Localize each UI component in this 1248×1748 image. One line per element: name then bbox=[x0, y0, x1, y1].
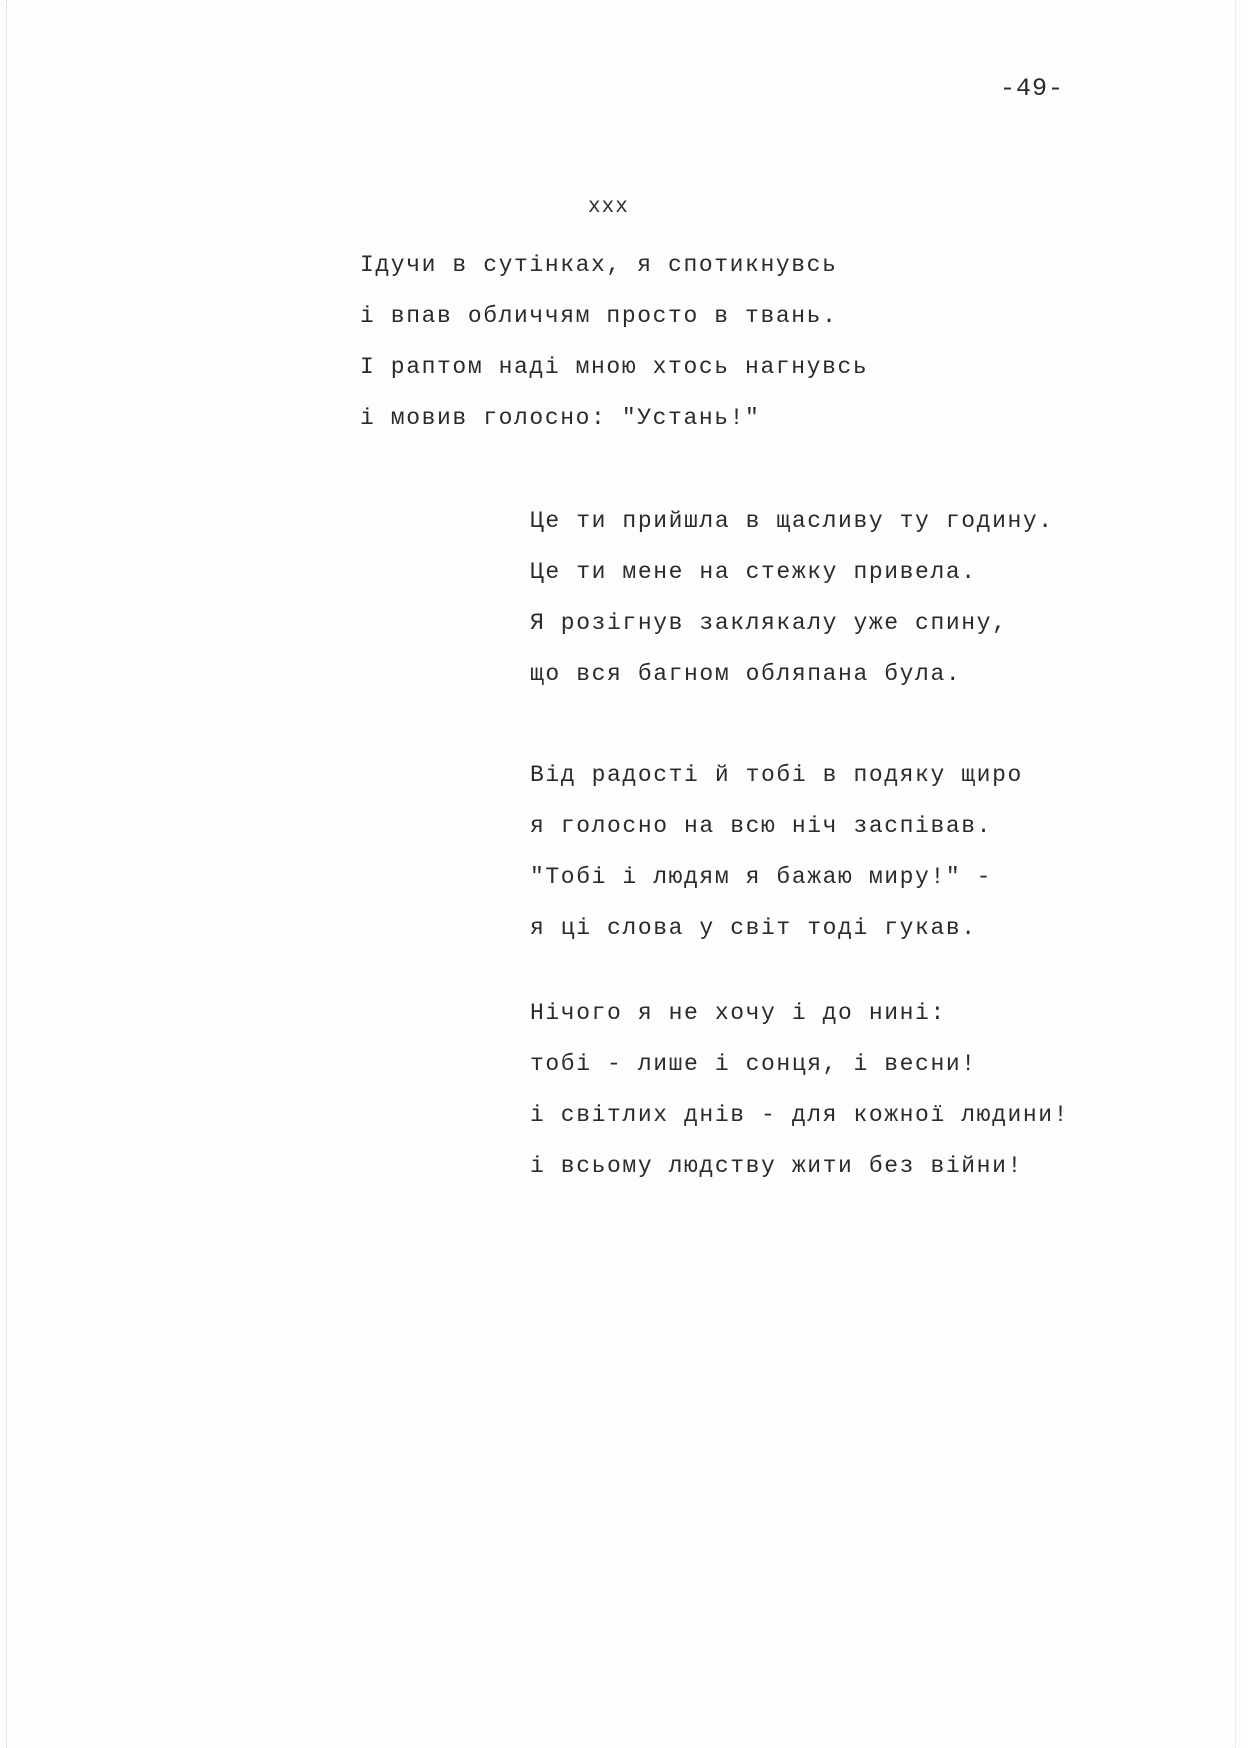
poem-line: "Тобі і людям я бажаю миру!" - bbox=[530, 864, 993, 890]
poem-line: і мовив голосно: "Устань!" bbox=[360, 405, 761, 431]
stanza-2 bbox=[530, 496, 1054, 700]
stanza-4 bbox=[530, 988, 1069, 1192]
scan-edge-right bbox=[1235, 0, 1238, 1748]
poem-line: і всьому людству жити без війни! bbox=[530, 1153, 1023, 1179]
poem-line: Я розігнув заклякалу уже спину, bbox=[530, 610, 1008, 636]
stanza-1 bbox=[360, 240, 868, 444]
poem-line: Це ти мене на стежку привела. bbox=[530, 559, 977, 585]
poem-line: і світлих днів - для кожної людини! bbox=[530, 1102, 1070, 1128]
poem-line: я ці слова у світ тоді гукав. bbox=[530, 915, 977, 941]
stanza-3 bbox=[530, 750, 1023, 954]
poem-line: Ідучи в сутінках, я спотикнувсь bbox=[360, 252, 838, 278]
scan-edge-left bbox=[6, 0, 9, 1748]
poem-line: що вся багном обляпана була. bbox=[530, 661, 962, 687]
poem-line: Від радості й тобі в подяку щиро bbox=[530, 762, 1023, 788]
section-marker: xxx bbox=[588, 196, 629, 219]
poem-line: Нічого я не хочу і до нині: bbox=[530, 1000, 946, 1026]
poem-line: Це ти прийшла в щасливу ту годину. bbox=[530, 508, 1054, 534]
poem-line: і впав обличчям просто в твань. bbox=[360, 303, 838, 329]
poem-line: я голосно на всю ніч заспівав. bbox=[530, 813, 993, 839]
poem-line: тобі - лише і сонця, і весни! bbox=[530, 1051, 977, 1077]
page-number: -49- bbox=[1000, 74, 1065, 103]
poem-line: І раптом наді мною хтось нагнувсь bbox=[360, 354, 869, 380]
